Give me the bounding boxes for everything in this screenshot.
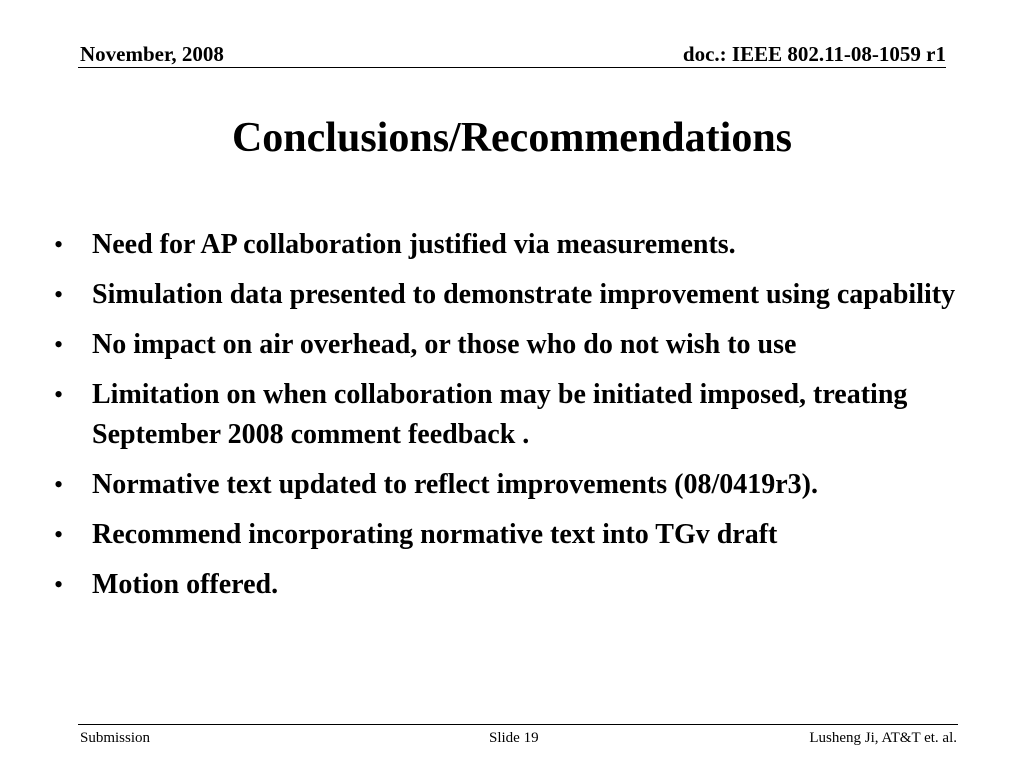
header-date: November, 2008 bbox=[80, 42, 224, 66]
slide-title: Conclusions/Recommendations bbox=[231, 115, 793, 161]
footer-author: Lusheng Ji, AT&T et. al. bbox=[809, 730, 957, 746]
bullet-item bbox=[54, 275, 994, 315]
bullet-text: Limitation on when collaboration may be initiated imposed, treating September 2008 comment feedback . bbox=[92, 379, 908, 450]
bullet-text: Simulation data presented to demonstrate improvement using capability bbox=[92, 279, 956, 310]
bullet-icon: • bbox=[54, 570, 64, 599]
bullet-item bbox=[54, 515, 994, 555]
bullet-text: Need for AP collaboration justified via measurements. bbox=[92, 229, 736, 260]
bullet-text: No impact on air overhead, or those who do not wish to use bbox=[92, 329, 797, 360]
bullet-icon: • bbox=[54, 520, 64, 549]
bullet-icon: • bbox=[54, 470, 64, 499]
header-doc-id: doc.: IEEE 802.11-08-1059 r1 bbox=[682, 42, 946, 66]
footer-slide-number: Slide 19 bbox=[489, 730, 539, 746]
bullet-icon: • bbox=[54, 230, 64, 259]
bullet-text: Normative text updated to reflect improvements (08/0419r3). bbox=[92, 469, 819, 500]
bullet-item bbox=[54, 325, 994, 365]
bullet-icon: • bbox=[54, 380, 64, 409]
bullet-text: Motion offered. bbox=[92, 569, 279, 600]
bullet-icon: • bbox=[54, 330, 64, 359]
bullet-list bbox=[54, 225, 994, 615]
footer-divider bbox=[78, 724, 958, 725]
bullet-item bbox=[54, 375, 994, 455]
bullet-item bbox=[54, 465, 994, 505]
header-divider bbox=[78, 67, 946, 68]
bullet-item bbox=[54, 225, 994, 265]
bullet-item bbox=[54, 565, 994, 605]
footer-submission: Submission bbox=[80, 730, 151, 746]
bullet-icon: • bbox=[54, 280, 64, 309]
bullet-text: Recommend incorporating normative text into TGv draft bbox=[92, 519, 778, 550]
